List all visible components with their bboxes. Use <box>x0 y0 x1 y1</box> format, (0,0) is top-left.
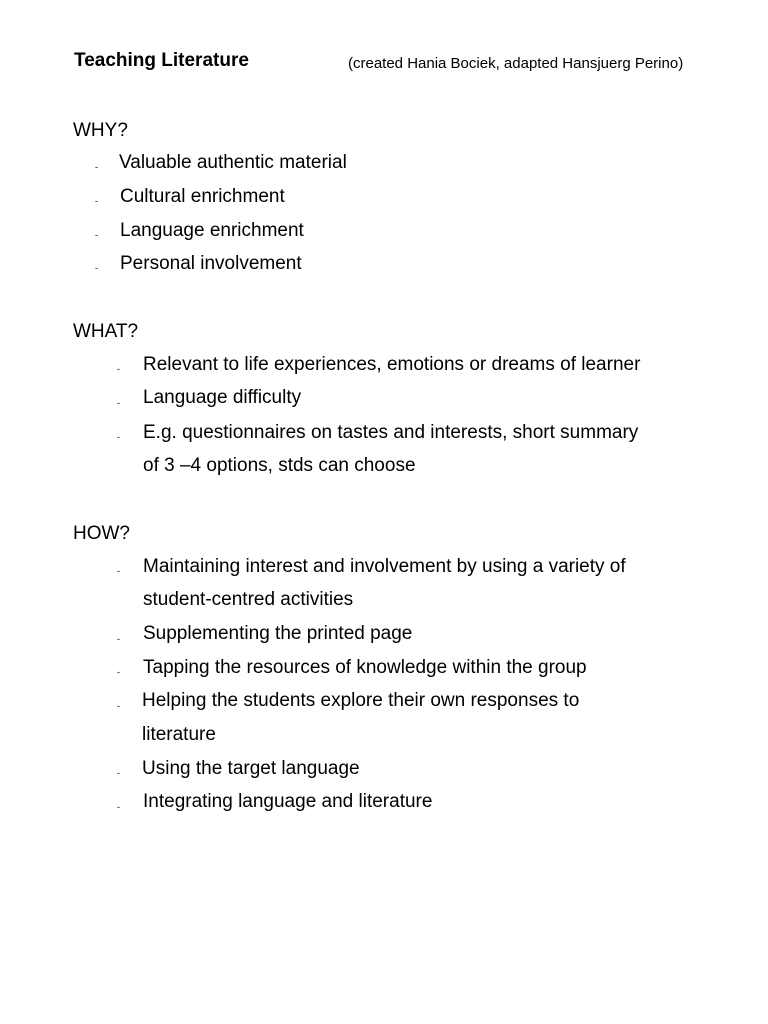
bullet-dash: - <box>117 364 120 374</box>
list-item-text: Language enrichment <box>120 220 304 241</box>
page-title: Teaching Literature <box>74 50 249 71</box>
list-item-text-continued: student-centred activities <box>143 589 354 610</box>
bullet-dash: - <box>117 701 120 711</box>
bullet-dash: - <box>95 230 98 240</box>
bullet-dash: - <box>95 196 98 206</box>
section-heading-how: HOW? <box>73 523 130 544</box>
list-item-text: Supplementing the printed page <box>143 623 413 644</box>
bullet-dash: - <box>117 667 120 677</box>
list-item-text: Helping the students explore their own responses to <box>142 690 580 711</box>
bullet-dash: - <box>117 398 120 408</box>
list-item-text: Tapping the resources of knowledge within the group <box>143 657 587 678</box>
list-item-text: Cultural enrichment <box>120 186 285 207</box>
list-item-text-continued: literature <box>142 724 216 745</box>
bullet-dash: - <box>117 432 120 442</box>
list-item-text: Personal involvement <box>120 253 302 274</box>
list-item-text: Language difficulty <box>143 387 302 408</box>
list-item-text: Using the target language <box>142 758 360 779</box>
list-item-text: Valuable authentic material <box>119 152 347 173</box>
bullet-dash: - <box>95 162 98 172</box>
list-item-text: Relevant to life experiences, emotions or dreams of learner <box>143 354 641 375</box>
credit-line: (created Hania Bociek, adapted Hansjuerg Perino) <box>348 55 684 72</box>
list-item-text: E.g. questionnaires on tastes and interests, short summary <box>143 422 639 443</box>
list-item-text-continued: of 3 –4 options, stds can choose <box>143 455 416 476</box>
list-item-text: Maintaining interest and involvement by using a variety of <box>143 556 626 577</box>
list-item-text: Integrating language and literature <box>143 791 433 812</box>
bullet-dash: - <box>117 634 120 644</box>
section-heading-why: WHY? <box>73 120 128 141</box>
section-heading-what: WHAT? <box>73 321 139 342</box>
bullet-dash: - <box>95 263 98 273</box>
bullet-dash: - <box>117 768 120 778</box>
bullet-dash: - <box>117 802 120 812</box>
bullet-dash: - <box>117 566 120 576</box>
